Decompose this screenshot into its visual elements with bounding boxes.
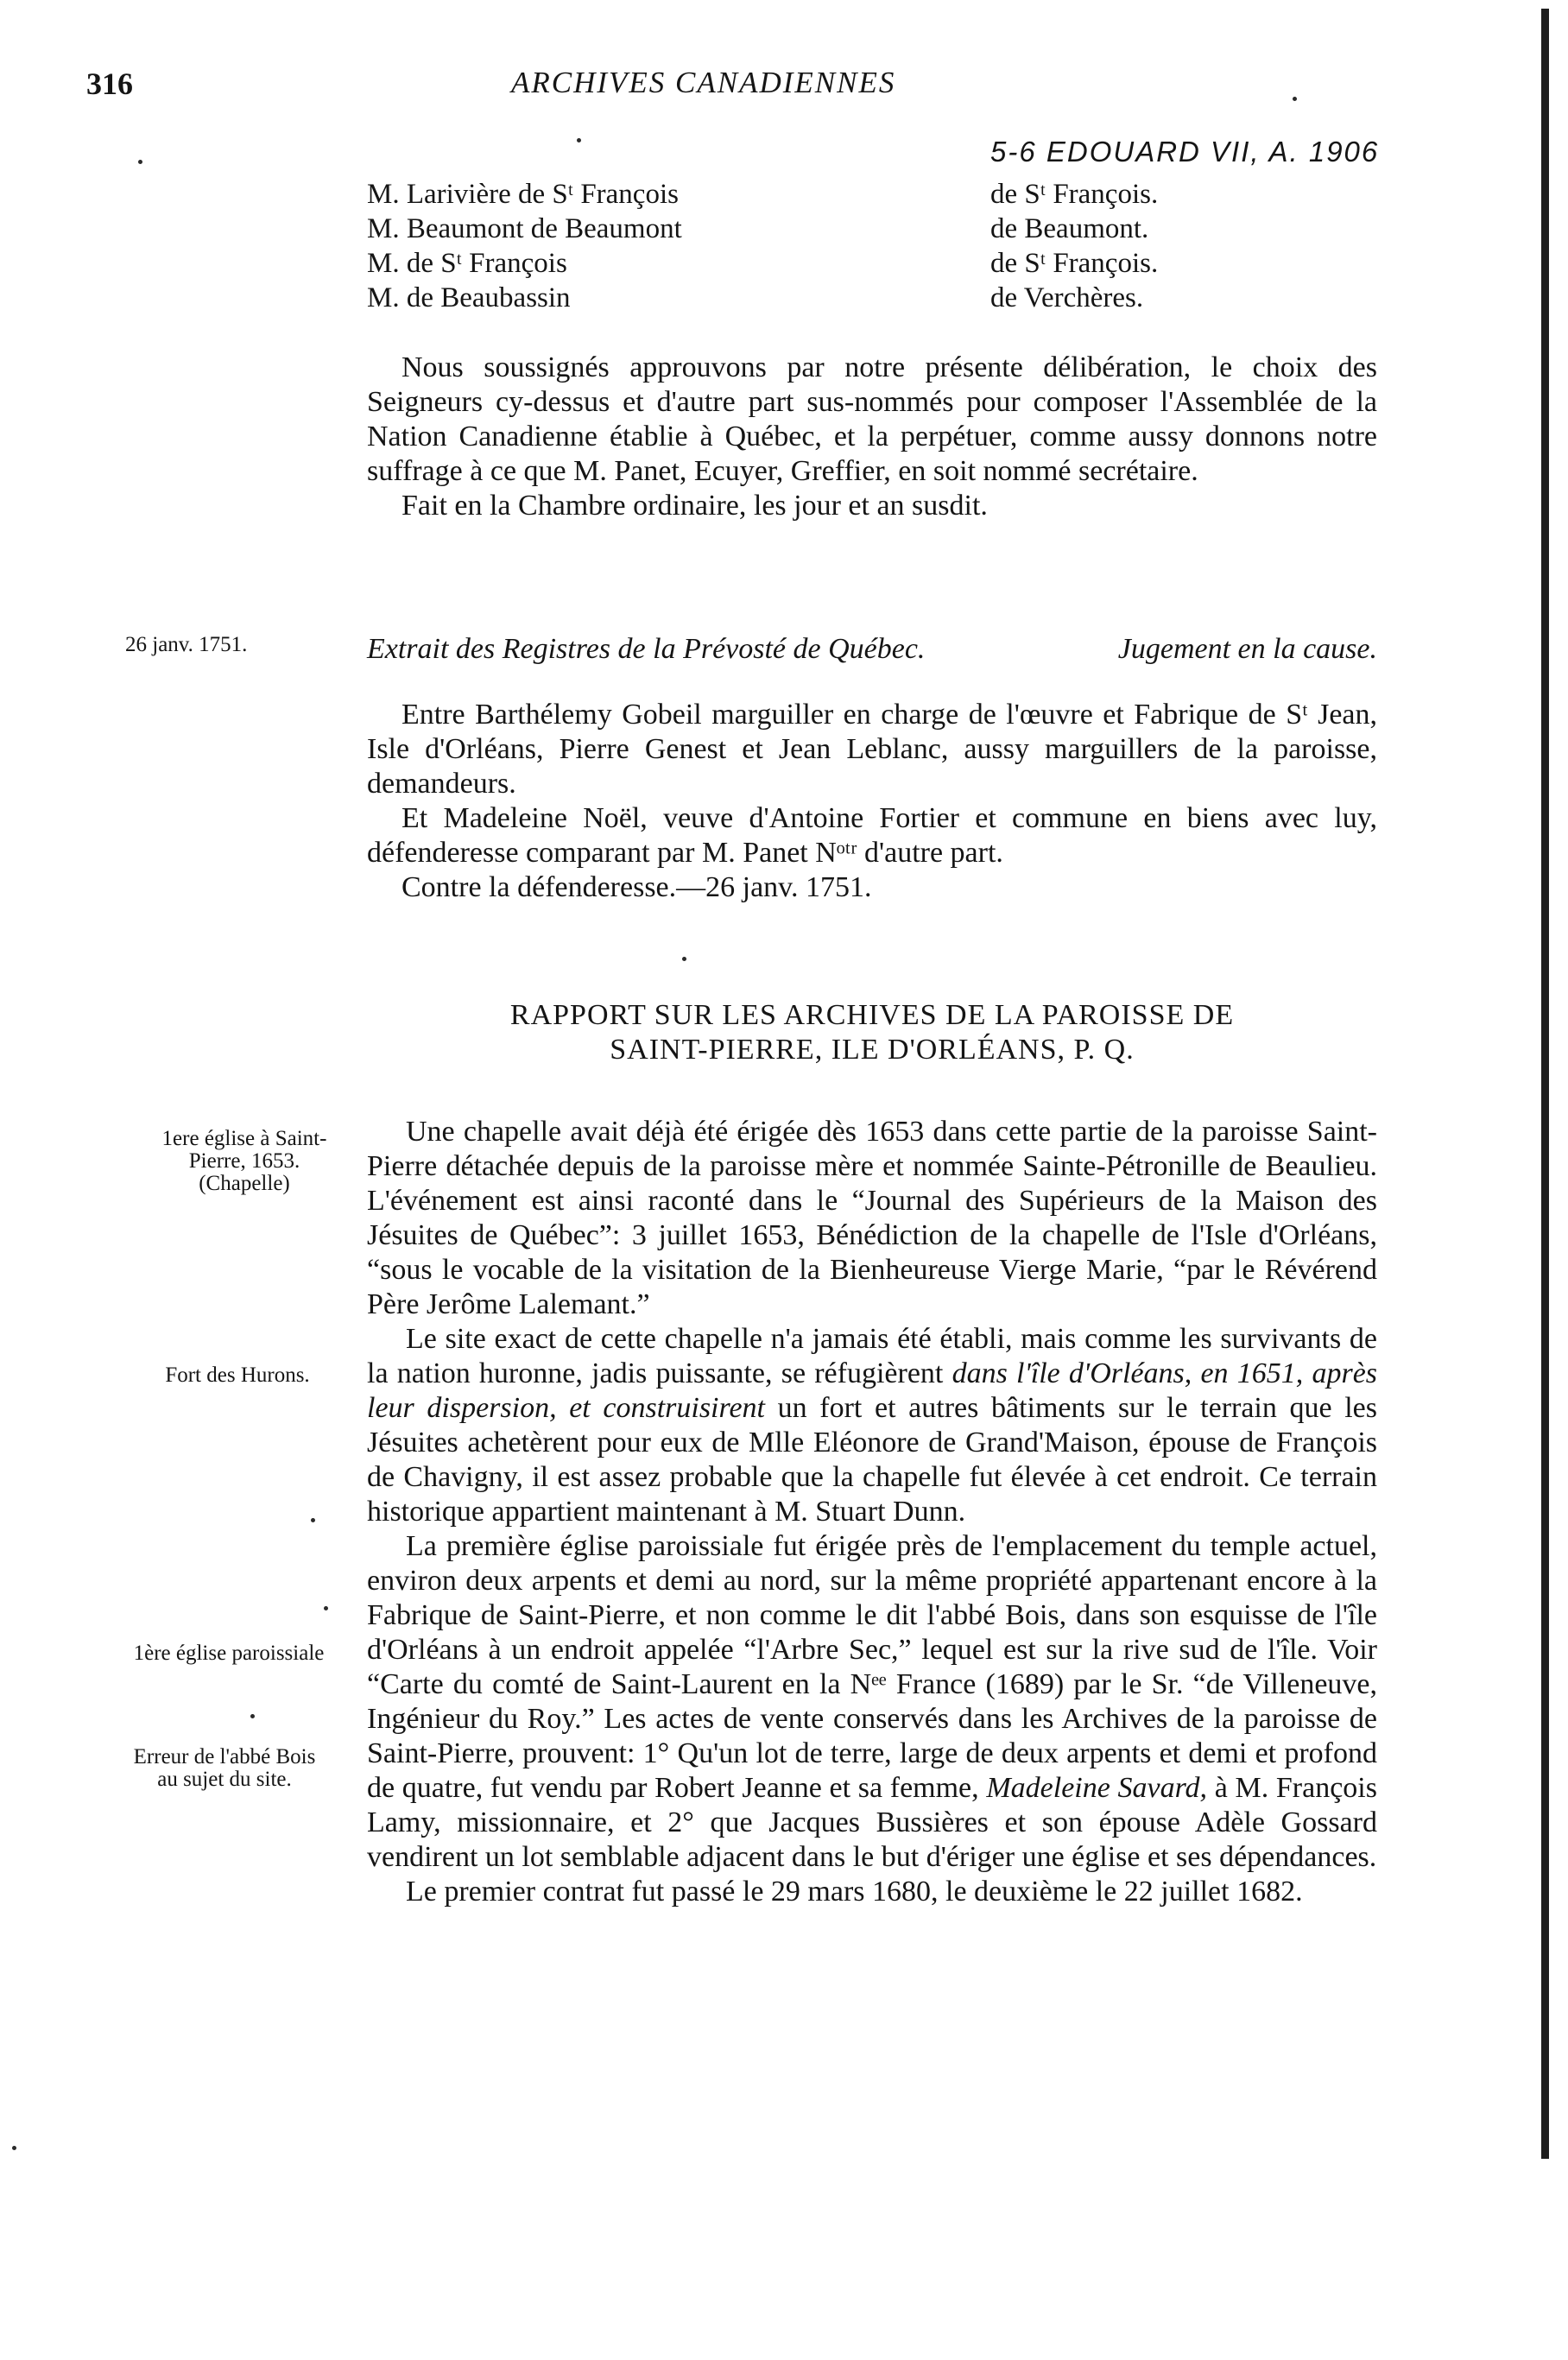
margin-date: 26 janv. 1751.	[125, 633, 248, 656]
report-text: La première église paroissiale fut érigée près de l'emplacement du temple actuel, environ deux arpents et demi au nord, sur la même propriété appartenant encore à la Fabrique de Saint-Pierre, et non comme le dit l'abbé Bois, dans son esquisse de l'île d'Orléans à un endroit appelée “l'Arbre Sec,” lequel est sur la rive sud de l'île. Voir “Carte du comté de Saint-Laurent en la Nᵉᵉ France (1689) par le Sr. “de Villeneuve, Ingénieur du Roy.” Les actes de vente conservés dans les Archives de la paroisse de Saint-Pierre, prouvent: 1° Qu'un lot de terre, large de deux arpents et demi et profond de quatre, fut vendu par Robert Jeanne et sa femme,	[367, 1530, 1377, 1804]
margin-note-line: au sujet du site.	[157, 1768, 292, 1791]
report-paragraph-chapelle: Une chapelle avait déjà été érigée dès 1653 dans cette partie de la paroisse Saint-Pierre détachée depuis de la paroisse mère et nommée Sainte-Pétronille de Beaulieu. L'événement est ainsi raconté dans le “Journal des Supérieurs de la Maison des Jésuites de Québec”: 3 juillet 1653, Bénédiction de la chapelle de l'Isle d'Orléans, “sous le vocable de la visitation de la Bienheureuse Vierge Marie, “par le Révérend Père Jerôme Lalemant.”	[367, 1116, 1377, 1320]
jugement-section	[367, 698, 1377, 905]
seigneur-name: M. de Beaubassin	[367, 282, 571, 313]
binding-edge	[1541, 9, 1549, 2159]
margin-note-fort: Fort des Hurons.	[165, 1363, 310, 1387]
report-text: à M. François Lamy, missionnaire, et 2° que Jacques Bussières et son épouse Adèle Gossard vendirent un lot semblable adjacent dans le but d'ériger une église et ses dépendances.	[367, 1772, 1377, 1873]
report-text: Le site exact de cette chapelle n'a jamais été établi, mais comme les survivants de la nation huronne, jadis puissante, se réfugièrent	[367, 1323, 1377, 1389]
report-paragraph-eglise	[367, 1529, 1377, 1875]
margin-note-eglise: 1ère église paroissiale	[133, 1642, 325, 1665]
report-italic-text: dans l'île d'Orléans, en 1651, après leur dispersion, et construisirent	[367, 1357, 1378, 1424]
seigneur-place: de Beaumont.	[990, 213, 1149, 244]
extrait-title: Extrait des Registres de la Prévosté de Québec.	[367, 633, 926, 665]
ink-speck	[1293, 97, 1297, 101]
running-title: ARCHIVES CANADIENNES	[511, 66, 896, 99]
seigneur-place: de Sᵗ François.	[990, 248, 1159, 279]
report-italic-text: Madeleine Savard,	[986, 1772, 1208, 1804]
report-text: un fort et autres bâtiments sur le terrain que les Jésuites achetèrent pour eux de Mlle Eléonore de Grand'Maison, épouse de François de Chavigny, il est assez probable que la chapelle fut élevée à cet endroit. Ce terrain historique appartient maintenant à M. Stuart Dunn.	[367, 1392, 1378, 1528]
margin-note-line: 1ere église à Saint-	[161, 1127, 327, 1150]
report-body	[367, 1115, 1377, 1909]
report-paragraph-contrat: Le premier contrat fut passé le 29 mars 1680, le deuxième le 22 juillet 1682.	[406, 1876, 1303, 1908]
seigneur-place: de Verchères.	[990, 282, 1144, 313]
jugement-contre: Contre la défenderesse.—26 janv. 1751.	[401, 871, 872, 903]
report-heading-line1: RAPPORT SUR LES ARCHIVES DE LA PAROISSE DE	[509, 999, 1235, 1031]
report-heading-line2: SAINT-PIERRE, ILE D'ORLÉANS, P. Q.	[610, 1034, 1135, 1066]
margin-note-line: Pierre, 1653.	[188, 1149, 300, 1173]
seigneur-row	[367, 213, 1386, 248]
ink-speck	[12, 2146, 16, 2150]
ink-speck	[250, 1714, 255, 1718]
margin-note-erreur	[82, 1746, 367, 1791]
report-heading	[367, 998, 1377, 1067]
seigneur-name: M. Larivière de Sᵗ François	[367, 179, 679, 210]
ink-speck	[138, 160, 142, 164]
seigneur-row	[367, 248, 1386, 282]
extrait-subtitle: Jugement en la cause.	[1117, 633, 1377, 665]
ink-speck	[682, 957, 686, 961]
jugement-defendant: Et Madeleine Noël, veuve d'Antoine Fortier et commune en biens avec luy, défenderesse comparant par M. Panet Nᵒᵗʳ d'autre part.	[367, 802, 1377, 869]
margin-note-line: (Chapelle)	[199, 1172, 290, 1195]
ink-speck	[324, 1606, 328, 1610]
extrait-heading	[367, 633, 1377, 666]
seigneur-place: de Sᵗ François.	[990, 179, 1159, 210]
deliberation-paragraph	[367, 351, 1377, 523]
margin-note-chapelle	[119, 1128, 370, 1195]
seigneur-row	[367, 179, 1386, 213]
seigneurs-list	[367, 179, 1386, 317]
edition-line: 5-6 EDOUARD VII, A. 1906	[990, 136, 1380, 168]
seigneur-name: M. de Sᵗ François	[367, 248, 567, 279]
deliberation-closing: Fait en la Chambre ordinaire, les jour et an susdit.	[401, 490, 988, 522]
jugement-parties: Entre Barthélemy Gobeil marguiller en charge de l'œuvre et Fabrique de Sᵗ Jean, Isle d'Orléans, Pierre Genest et Jean Leblanc, aussy marguillers de la paroisse, demandeurs.	[367, 699, 1377, 800]
report-paragraph-site	[367, 1322, 1377, 1529]
margin-note-line: Erreur de l'abbé Bois	[133, 1745, 316, 1768]
seigneur-row	[367, 282, 1386, 317]
deliberation-body: Nous soussignés approuvons par notre présente délibération, le choix des Seigneurs cy-dessus et d'autre part sus-nommés pour composer l'Assemblée de la Nation Canadienne établie à Québec, et la perpétuer, comme aussy donnons notre suffrage à ce que M. Panet, Ecuyer, Greffier, en soit nommé secrétaire.	[367, 351, 1377, 487]
page-number: 316	[86, 66, 133, 101]
seigneur-name: M. Beaumont de Beaumont	[367, 213, 682, 244]
ink-speck	[311, 1518, 315, 1522]
ink-speck	[577, 138, 581, 142]
